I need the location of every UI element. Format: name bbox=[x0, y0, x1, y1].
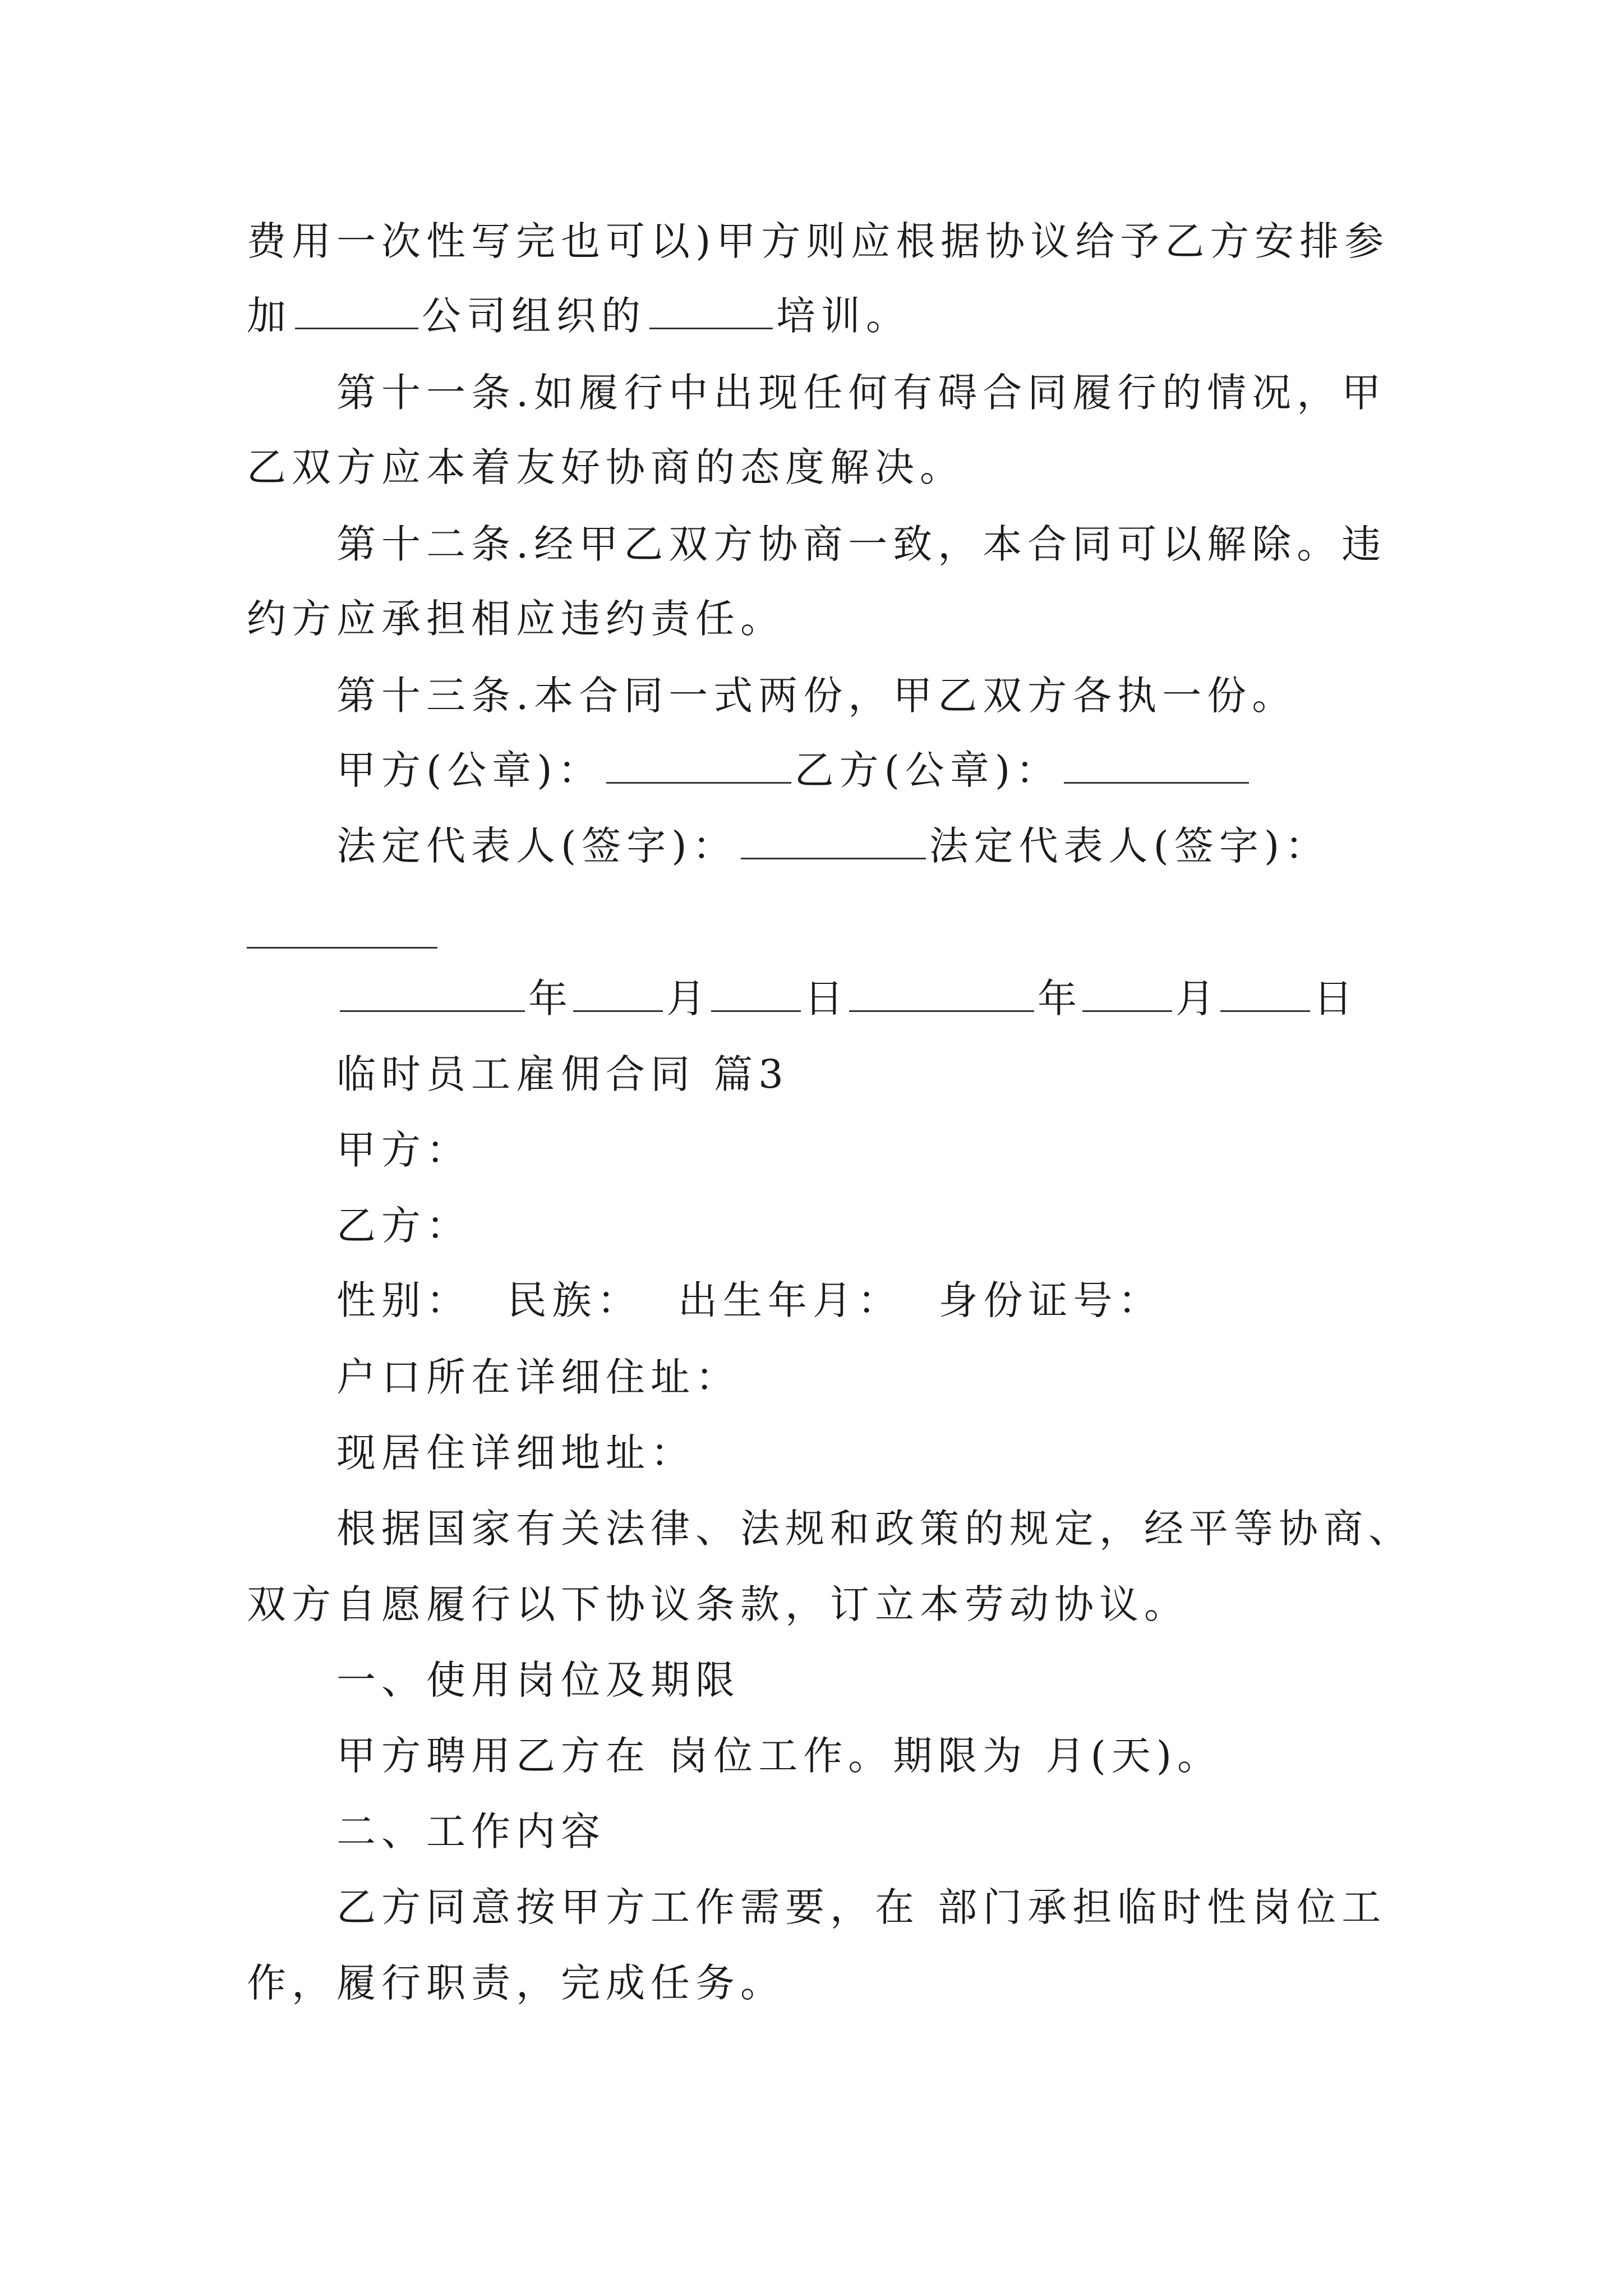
fill-blank bbox=[1220, 978, 1310, 1012]
clause-heading bbox=[336, 1803, 1492, 1860]
text: 乙方： bbox=[336, 1203, 471, 1249]
text: 第十二条.经甲乙双方协商一致，本合同可以解除。违 bbox=[336, 521, 1387, 567]
fill-blank bbox=[741, 825, 926, 859]
article-11-line bbox=[336, 365, 1492, 421]
text: 约方应承担相应违约责任。 bbox=[247, 596, 785, 642]
section-title bbox=[336, 1046, 1492, 1102]
text: 户口所在详细住址： bbox=[336, 1354, 740, 1400]
fill-blank bbox=[711, 978, 801, 1012]
text: 作，履行职责，完成任务。 bbox=[247, 1960, 785, 2006]
fill-blank bbox=[573, 978, 663, 1012]
party-a-seal-label: 甲方(公章)： bbox=[336, 747, 603, 793]
year-label: 年 bbox=[528, 976, 570, 1022]
paragraph-line bbox=[336, 1728, 1492, 1784]
fill-blank bbox=[849, 978, 1034, 1012]
paragraph-line bbox=[247, 1955, 1402, 2011]
paragraph-line bbox=[247, 213, 1402, 269]
text: 临时员工雇佣合同 篇3 bbox=[336, 1051, 789, 1097]
fill-blank bbox=[247, 947, 437, 949]
fill-blank bbox=[340, 978, 525, 1012]
text: 一、使用岗位及期限 bbox=[336, 1657, 740, 1703]
signature-line bbox=[336, 818, 1492, 874]
paragraph-line bbox=[247, 439, 1402, 495]
text: 培训。 bbox=[776, 293, 911, 339]
personal-info-line bbox=[336, 1272, 1492, 1328]
clause-heading bbox=[336, 1652, 1492, 1708]
paragraph-line bbox=[247, 591, 1402, 647]
text: 乙双方应本着友好协商的态度解决。 bbox=[247, 444, 965, 490]
text: 费用一次性写完也可以)甲方则应根据协议给予乙方安排参 bbox=[247, 218, 1390, 264]
fill-blank bbox=[295, 295, 418, 329]
text: 甲方聘用乙方在 岗位工作。期限为 月(天)。 bbox=[336, 1733, 1223, 1779]
paragraph-line bbox=[247, 288, 1402, 344]
text: 根据国家有关法律、法规和政策的规定，经平等协商、 bbox=[336, 1506, 1413, 1552]
fill-blank bbox=[1082, 978, 1172, 1012]
paragraph-line bbox=[336, 1501, 1492, 1557]
date-line bbox=[336, 970, 1492, 1027]
day-label: 日 bbox=[1313, 976, 1355, 1022]
current-address-line bbox=[336, 1425, 1492, 1481]
text: 二、工作内容 bbox=[336, 1809, 606, 1855]
party-b-seal-label: 乙方(公章)： bbox=[794, 747, 1061, 793]
fill-blank bbox=[649, 295, 773, 329]
party-b-line bbox=[336, 1198, 1492, 1254]
text: 公司组织的 bbox=[422, 293, 646, 339]
fill-blank bbox=[1064, 749, 1249, 784]
month-label: 月 bbox=[1175, 976, 1217, 1022]
representative-b-label: 法定代表人(签字)： bbox=[929, 823, 1330, 869]
article-13-line bbox=[336, 668, 1492, 724]
paragraph-line bbox=[247, 1576, 1402, 1632]
text: 第十一条.如履行中出现任何有碍合同履行的情况，甲 bbox=[336, 370, 1387, 416]
text: 第十三条.本合同一式两份，甲乙双方各执一份。 bbox=[336, 673, 1297, 719]
paragraph-line bbox=[336, 1879, 1492, 1935]
year-label: 年 bbox=[1038, 976, 1079, 1022]
article-12-line bbox=[336, 516, 1492, 572]
fill-blank bbox=[606, 749, 791, 784]
text: 甲方： bbox=[336, 1127, 471, 1173]
month-label: 月 bbox=[666, 976, 708, 1022]
representative-a-label: 法定代表人(签字)： bbox=[336, 823, 737, 869]
text: 双方自愿履行以下协议条款，订立本劳动协议。 bbox=[247, 1581, 1189, 1627]
text: 乙方同意按甲方工作需要，在 部门承担临时性岗位工 bbox=[336, 1884, 1387, 1930]
day-label: 日 bbox=[804, 976, 846, 1022]
party-a-line bbox=[336, 1122, 1492, 1178]
text: 现居住详细地址： bbox=[336, 1430, 695, 1476]
text: 性别： 民族： 出生年月： 身份证号： bbox=[336, 1277, 1163, 1323]
text: 加 bbox=[247, 293, 292, 339]
household-address-line bbox=[336, 1349, 1492, 1405]
seal-line bbox=[336, 742, 1492, 798]
